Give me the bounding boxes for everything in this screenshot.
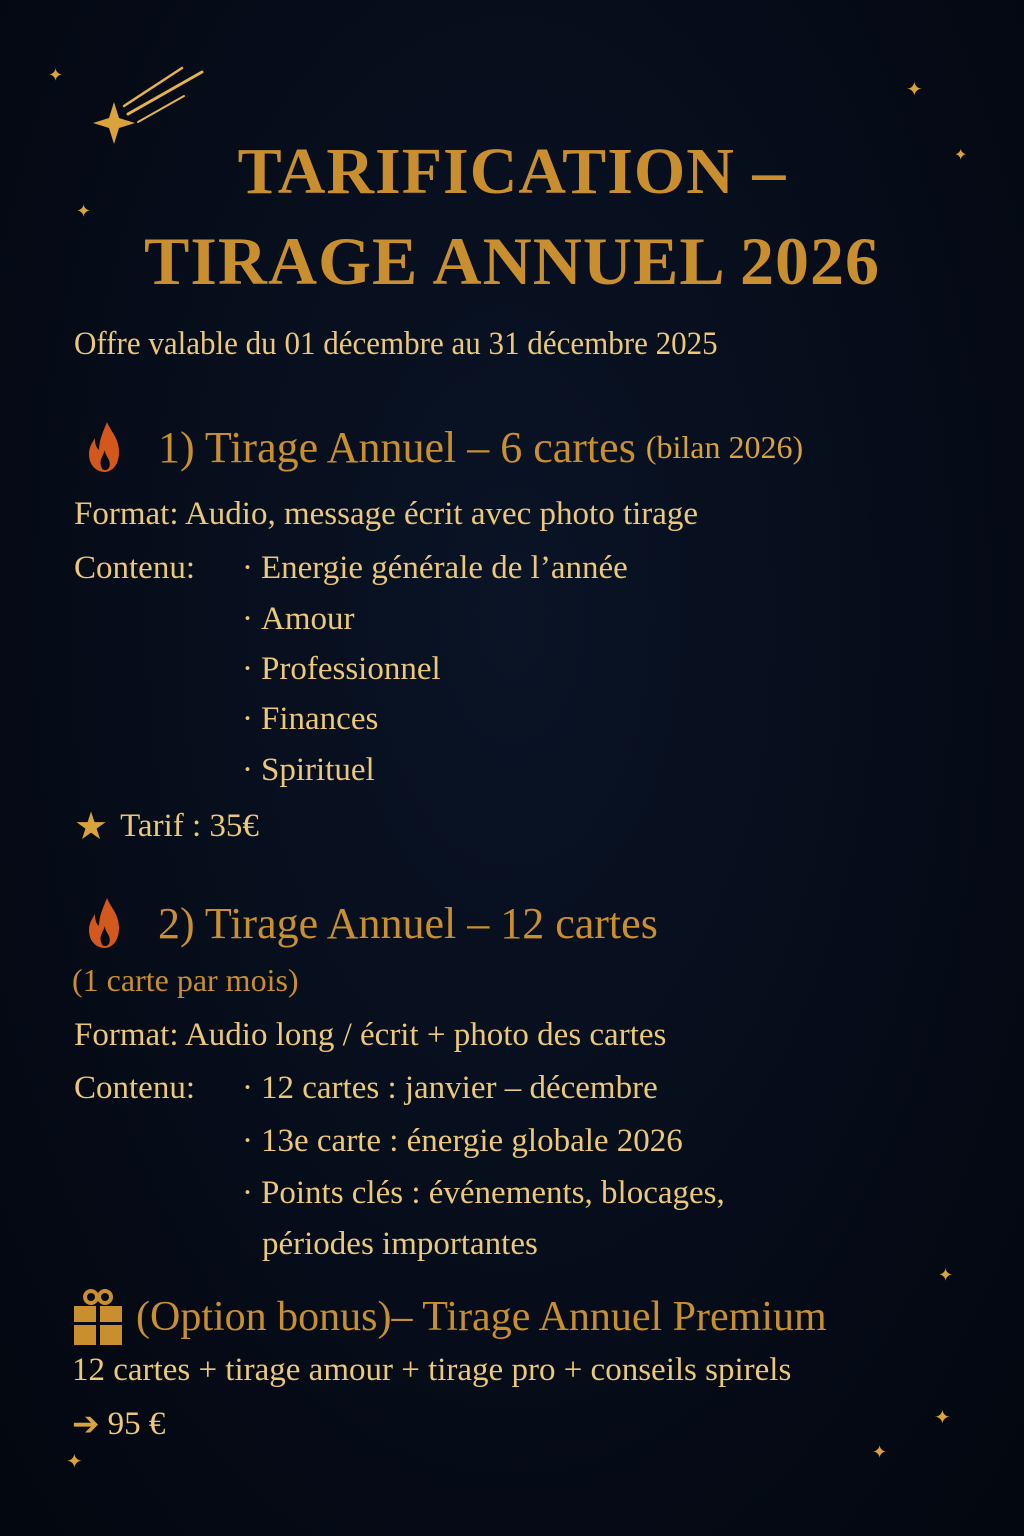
bonus-price bbox=[72, 1404, 165, 1444]
format-label: Format: bbox=[74, 1017, 179, 1053]
offer1-content-item: · Amour bbox=[242, 601, 355, 638]
bonus-title: (Option bonus)– Tirage Annuel Premium bbox=[136, 1294, 827, 1340]
offer2-content-item: · Points clés : événements, blocages, bbox=[242, 1175, 725, 1212]
offer2-content-item: · 13e carte : énergie globale 2026 bbox=[242, 1123, 683, 1160]
offer2-content-label: Contenu: bbox=[74, 1070, 195, 1106]
offer1-title: 1) Tirage Annuel – 6 cartes bbox=[158, 422, 636, 472]
format-value: Audio long / écrit + photo des cartes bbox=[184, 1017, 667, 1053]
offer1-content-item: · Finances bbox=[242, 701, 378, 738]
offer1-price bbox=[74, 804, 259, 849]
star-icon: ★ bbox=[74, 806, 109, 848]
sparkle-icon: ✦ bbox=[66, 1451, 83, 1473]
offer2-format bbox=[74, 1017, 666, 1054]
bonus-heading bbox=[72, 1288, 827, 1346]
sparkle-icon: ✦ bbox=[954, 147, 968, 164]
page-title-line1: TARIFICATION – bbox=[237, 135, 787, 208]
price-label: Tarif : 35€ bbox=[120, 808, 259, 844]
offer1-content-item: · Professionnel bbox=[242, 651, 441, 688]
offer1-format bbox=[74, 496, 698, 533]
sparkle-icon: ✦ bbox=[872, 1442, 888, 1462]
offer2-heading bbox=[78, 896, 658, 950]
arrow-right-icon: ➔ bbox=[72, 1407, 100, 1443]
sparkle-icon: ✦ bbox=[938, 1265, 954, 1285]
offer1-content-item: · Energie générale de l’année bbox=[242, 550, 628, 587]
offer2-content-item: · 12 cartes : janvier – décembre bbox=[242, 1070, 658, 1107]
offer1-content-item: · Spirituel bbox=[242, 752, 375, 789]
flame-icon bbox=[78, 420, 132, 474]
sparkle-icon: ✦ bbox=[76, 201, 92, 221]
bonus-description: 12 cartes + tirage amour + tirage pro + conseils spirels bbox=[72, 1352, 792, 1388]
offer1-heading bbox=[78, 420, 803, 474]
page-title-line2: TIRAGE ANNUEL 2026 bbox=[144, 223, 880, 299]
format-label: Format: bbox=[74, 496, 179, 532]
offer2-title: 2) Tirage Annuel – 12 cartes bbox=[158, 898, 658, 948]
sparkle-icon: ✦ bbox=[48, 65, 64, 85]
offer-validity: Offre valable du 01 décembre au 31 décembre 2025 bbox=[74, 326, 718, 362]
gift-icon bbox=[72, 1288, 124, 1346]
offer2-note: (1 carte par mois) bbox=[72, 962, 299, 998]
format-value: Audio, message écrit avec photo tirage bbox=[184, 496, 699, 532]
offer2-content-item-continued: périodes importantes bbox=[262, 1226, 538, 1262]
sparkle-icon: ✦ bbox=[906, 79, 923, 101]
offer1-note: (bilan 2026) bbox=[645, 428, 804, 465]
flame-icon bbox=[78, 896, 132, 950]
price-value: 95 € bbox=[107, 1405, 166, 1442]
sparkle-icon: ✦ bbox=[934, 1407, 951, 1429]
offer1-content-label: Contenu: bbox=[74, 550, 195, 586]
